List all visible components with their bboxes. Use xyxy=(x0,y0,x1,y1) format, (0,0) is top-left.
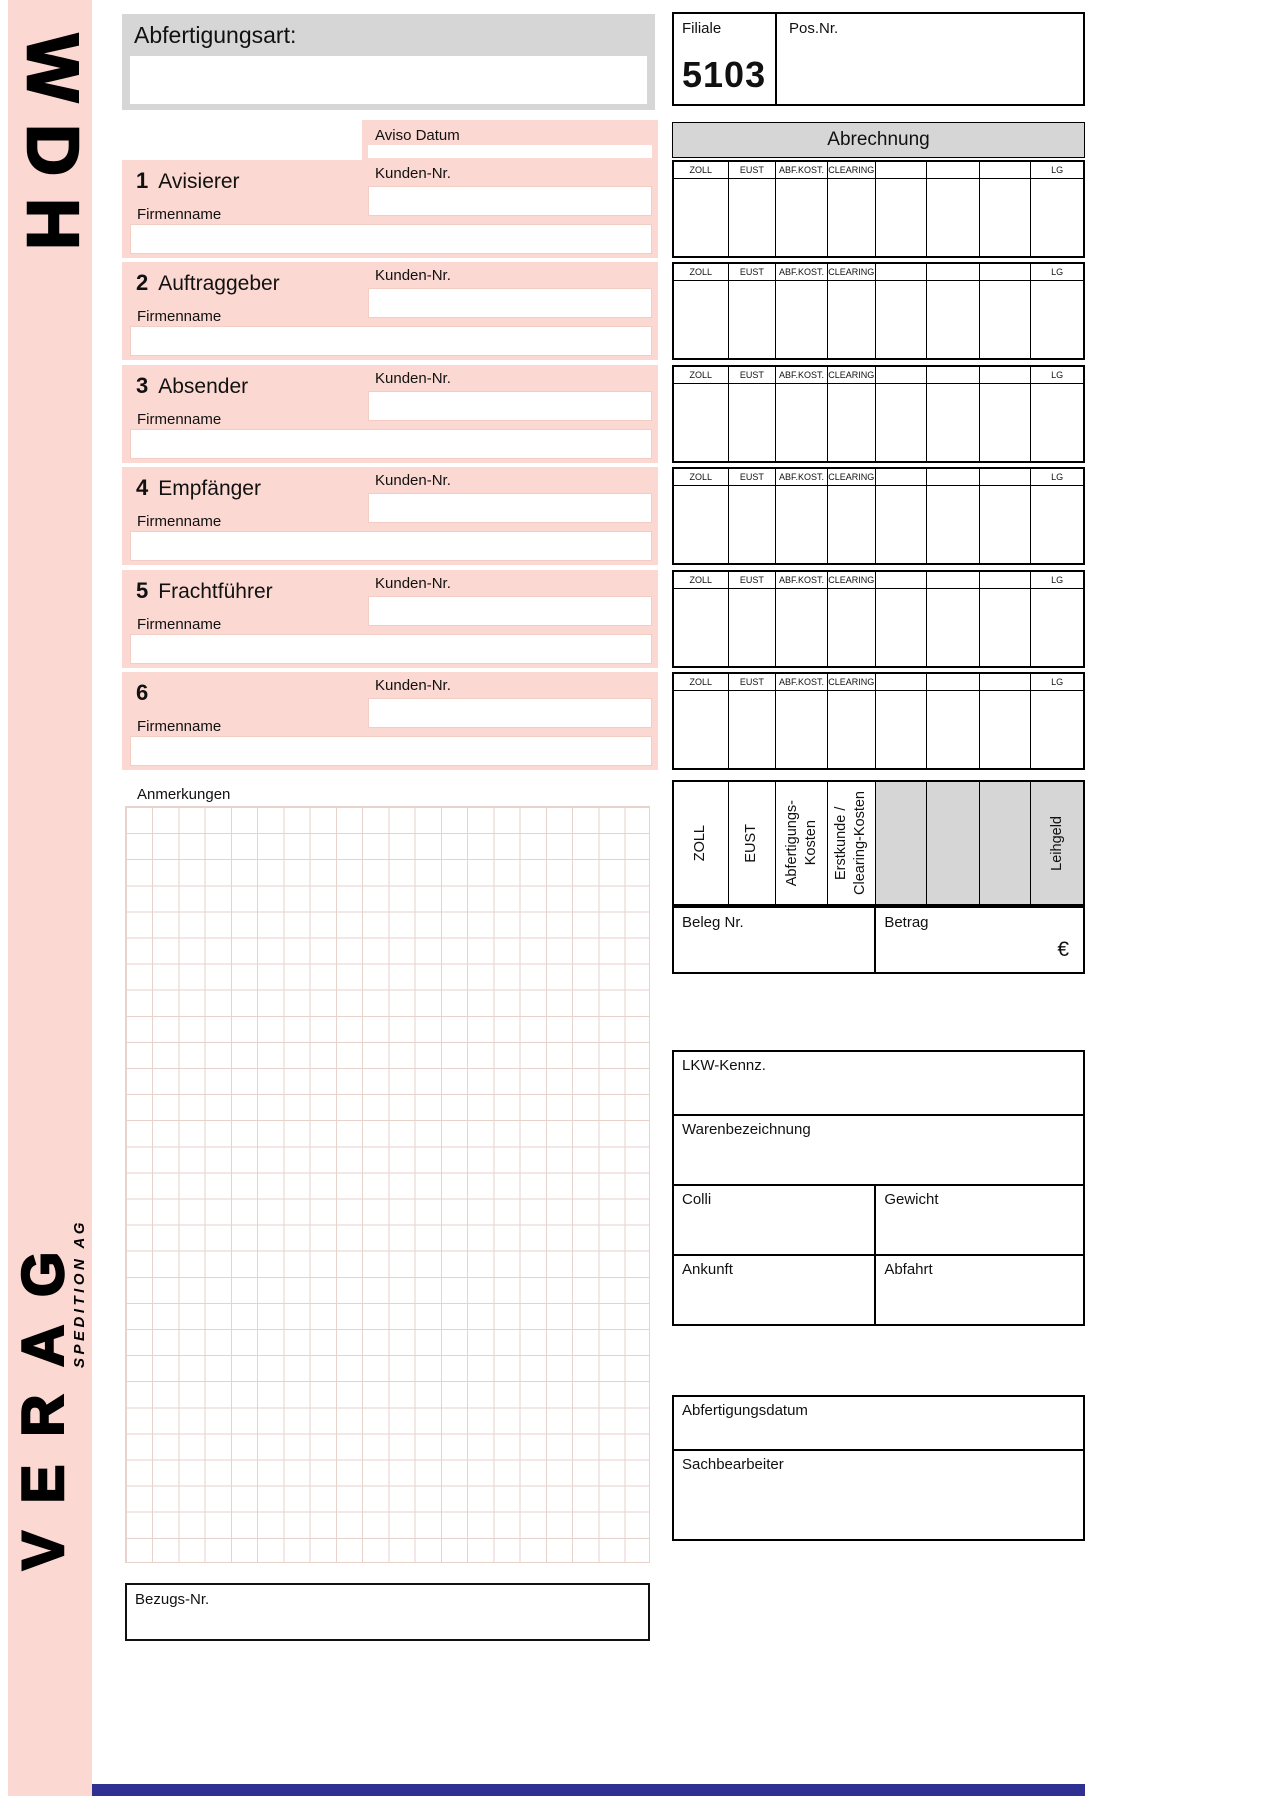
sachbearbeiter-field[interactable] xyxy=(674,1449,1083,1539)
firmenname-label: Firmenname xyxy=(137,513,222,530)
abrechnung-cell-r6-c2[interactable] xyxy=(729,674,777,768)
abrechnung-col-label: ABF.KOST. xyxy=(776,367,827,384)
spedition-ag-label: SPEDITION AG xyxy=(71,1219,88,1368)
colli-label: Colli xyxy=(682,1191,712,1208)
filiale-cell xyxy=(674,14,777,104)
abrechnung-row-5 xyxy=(672,570,1085,668)
avisierer-firmenname-field[interactable] xyxy=(130,224,652,254)
abrechnung-col-label xyxy=(927,264,979,281)
party-title: 1 Avisierer xyxy=(136,168,240,193)
abrechnung-col-label xyxy=(980,469,1031,486)
kunden-nr-label: Kunden-Nr. xyxy=(375,472,451,489)
bezugs-nr-field[interactable] xyxy=(125,1583,650,1641)
abrechnung-footer xyxy=(672,780,1085,906)
abrechnung-col-label: LG xyxy=(1031,572,1083,589)
anmerkungen-grid[interactable] xyxy=(125,806,650,1563)
abrechnung-footer-label: Abfertigungs- Kosten xyxy=(783,799,819,887)
beleg-betrag-row xyxy=(672,906,1085,974)
warenbezeichnung-field[interactable] xyxy=(674,1114,1083,1184)
abfertigungsart-box xyxy=(122,14,655,110)
abrechnung-col-label xyxy=(876,674,927,691)
abrechnung-cell-r3-c4[interactable] xyxy=(828,367,876,461)
abrechnung-cell-r2-c3[interactable] xyxy=(776,264,828,358)
abrechnung-col-label: EUST xyxy=(729,264,776,281)
shipment-box xyxy=(672,1050,1085,1326)
abrechnung-col-label: EUST xyxy=(729,367,776,384)
anmerkungen-label: Anmerkungen xyxy=(137,786,231,803)
abrechnung-cell-r6-c8[interactable] xyxy=(1031,674,1083,768)
party-title: 4 Empfänger xyxy=(136,475,261,500)
abrechnung-cell-r4-c8[interactable] xyxy=(1031,469,1083,563)
abrechnung-col-label xyxy=(980,162,1031,179)
abrechnung-cell-r6-c6[interactable] xyxy=(927,674,980,768)
abrechnung-col-label xyxy=(927,674,979,691)
abrechnung-col-label xyxy=(980,674,1031,691)
posnr-field[interactable] xyxy=(777,14,1083,104)
abrechnung-row-4 xyxy=(672,467,1085,565)
verag-logo: VERAG xyxy=(11,1223,76,1570)
abrechnung-cell-r2-c5[interactable] xyxy=(876,264,928,358)
abrechnung-cell-r1-c6[interactable] xyxy=(927,162,980,256)
abrechnung-col-label: CLEARING xyxy=(828,572,875,589)
beleg-nr-field[interactable] xyxy=(674,908,876,972)
abrechnung-row-3 xyxy=(672,365,1085,463)
betrag-field[interactable] xyxy=(876,908,1083,972)
abrechnung-cell-r5-c6[interactable] xyxy=(927,572,980,666)
abrechnung-cell-r5-c3[interactable] xyxy=(776,572,828,666)
firmenname-label: Firmenname xyxy=(137,718,222,735)
abrechnung-header xyxy=(672,122,1085,158)
party-row-frachtfuehrer xyxy=(122,570,658,668)
abrechnung-cell-r6-c5[interactable] xyxy=(876,674,928,768)
abrechnung-col-label: ABF.KOST. xyxy=(776,264,827,281)
abrechnung-col-label: CLEARING xyxy=(828,674,875,691)
abrechnung-col-label: ABF.KOST. xyxy=(776,674,827,691)
abrechnung-footer-cell-2 xyxy=(729,782,777,904)
abrechnung-footer-label: Leihgeld xyxy=(1048,815,1065,871)
abrechnung-col-label xyxy=(876,367,927,384)
abfertigungsdatum-field[interactable] xyxy=(674,1397,1083,1449)
euro-symbol: € xyxy=(1057,938,1069,961)
abrechnung-cell-r4-c6[interactable] xyxy=(927,469,980,563)
abrechnung-row-1 xyxy=(672,160,1085,258)
abrechnung-cell-r4-c5[interactable] xyxy=(876,469,928,563)
ankunft-field[interactable] xyxy=(674,1256,876,1324)
posnr-label: Pos.Nr. xyxy=(789,20,839,37)
abrechnung-col-label: LG xyxy=(1031,264,1083,281)
abrechnung-col-label xyxy=(927,162,979,179)
abrechnung-cell-r3-c7[interactable] xyxy=(980,367,1032,461)
abrechnung-cell-r4-c2[interactable] xyxy=(729,469,777,563)
auftraggeber-firmenname-field[interactable] xyxy=(130,326,652,356)
betrag-label: Betrag xyxy=(884,914,929,931)
firmenname-label: Firmenname xyxy=(137,206,222,223)
kunden-nr-label: Kunden-Nr. xyxy=(375,267,451,284)
abrechnung-footer-label: Erstkunde / Clearing-Kosten xyxy=(833,791,869,895)
empfaenger-kunden-nr-field[interactable] xyxy=(368,493,652,523)
abrechnung-cell-r2-c7[interactable] xyxy=(980,264,1032,358)
abrechnung-cell-r2-c4[interactable] xyxy=(828,264,876,358)
abrechnung-col-label: LG xyxy=(1031,162,1083,179)
filiale-posnr-box xyxy=(672,12,1085,106)
abrechnung-col-label: EUST xyxy=(729,162,776,179)
abrechnung-col-label xyxy=(927,572,979,589)
abrechnung-cell-r6-c1[interactable] xyxy=(674,674,729,768)
abrechnung-cell-r1-c5[interactable] xyxy=(876,162,928,256)
frachtfuehrer-kunden-nr-field[interactable] xyxy=(368,596,652,626)
firmenname-label: Firmenname xyxy=(137,616,222,633)
sachbearbeiter-label: Sachbearbeiter xyxy=(682,1456,784,1473)
abrechnung-title: Abrechnung xyxy=(827,129,930,150)
abrechnung-cell-r5-c2[interactable] xyxy=(729,572,777,666)
wdh-logo: WDH xyxy=(12,34,92,272)
filiale-label: Filiale xyxy=(682,20,722,37)
party-title: 2 Auftraggeber xyxy=(136,270,280,295)
abrechnung-cell-r4-c3[interactable] xyxy=(776,469,828,563)
abrechnung-cell-r3-c3[interactable] xyxy=(776,367,828,461)
colli-gewicht-row xyxy=(674,1184,1083,1254)
abrechnung-col-label: ZOLL xyxy=(674,674,728,691)
filiale-value: 5103 xyxy=(682,54,767,95)
abrechnung-row-2 xyxy=(672,262,1085,360)
party-row-empfaenger xyxy=(122,467,658,565)
party-row-6 xyxy=(122,672,658,770)
abrechnung-col-label xyxy=(980,572,1031,589)
abrechnung-cell-r6-c7[interactable] xyxy=(980,674,1032,768)
abrechnung-col-label: LG xyxy=(1031,469,1083,486)
frachtfuehrer-firmenname-field[interactable] xyxy=(130,634,652,664)
abrechnung-cell-r2-c1[interactable] xyxy=(674,264,729,358)
abrechnung-footer-label: EUST xyxy=(743,823,760,863)
avisierer-kunden-nr-field[interactable] xyxy=(368,186,652,216)
ankunft-label: Ankunft xyxy=(682,1261,733,1278)
abfertigungsart-label: Abfertigungsart: xyxy=(134,22,297,48)
abrechnung-col-label: ZOLL xyxy=(674,162,728,179)
abrechnung-cell-r2-c6[interactable] xyxy=(927,264,980,358)
gewicht-label: Gewicht xyxy=(884,1191,939,1208)
abrechnung-cell-r3-c6[interactable] xyxy=(927,367,980,461)
abfahrt-label: Abfahrt xyxy=(884,1261,933,1278)
abrechnung-cell-r3-c1[interactable] xyxy=(674,367,729,461)
abrechnung-cell-r5-c4[interactable] xyxy=(828,572,876,666)
abrechnung-cell-r2-c8[interactable] xyxy=(1031,264,1083,358)
party-row-absender xyxy=(122,365,658,463)
abrechnung-col-label: CLEARING xyxy=(828,469,875,486)
abrechnung-cell-r1-c7[interactable] xyxy=(980,162,1032,256)
aviso-datum-band xyxy=(362,120,658,160)
party-title: 6 xyxy=(136,680,149,705)
abrechnung-cell-r2-c2[interactable] xyxy=(729,264,777,358)
abrechnung-cell-r1-c2[interactable] xyxy=(729,162,777,256)
abfahrt-field[interactable] xyxy=(876,1256,1083,1324)
abrechnung-col-label xyxy=(876,264,927,281)
abrechnung-cell-r1-c8[interactable] xyxy=(1031,162,1083,256)
abrechnung-col-label xyxy=(927,469,979,486)
abrechnung-footer-cell-5 xyxy=(876,782,928,904)
abrechnung-cell-r4-c1[interactable] xyxy=(674,469,729,563)
firmenname-label: Firmenname xyxy=(137,411,222,428)
abrechnung-cell-r1-c3[interactable] xyxy=(776,162,828,256)
abrechnung-col-label: ABF.KOST. xyxy=(776,162,827,179)
abrechnung-col-label: ZOLL xyxy=(674,469,728,486)
abrechnung-col-label: LG xyxy=(1031,367,1083,384)
abrechnung-cell-r5-c5[interactable] xyxy=(876,572,928,666)
abrechnung-col-label: CLEARING xyxy=(828,264,875,281)
abrechnung-cell-r6-c3[interactable] xyxy=(776,674,828,768)
ankunft-abfahrt-row xyxy=(674,1254,1083,1324)
lkw-kennz-label: LKW-Kennz. xyxy=(682,1057,766,1074)
kunden-nr-label: Kunden-Nr. xyxy=(375,575,451,592)
abrechnung-col-label: ZOLL xyxy=(674,572,728,589)
abrechnung-col-label: EUST xyxy=(729,674,776,691)
abrechnung-col-label xyxy=(876,572,927,589)
abrechnung-col-label: ZOLL xyxy=(674,367,728,384)
abrechnung-col-label: EUST xyxy=(729,572,776,589)
abrechnung-col-label: LG xyxy=(1031,674,1083,691)
abrechnung-col-label: CLEARING xyxy=(828,367,875,384)
abrechnung-cell-r4-c4[interactable] xyxy=(828,469,876,563)
processing-box xyxy=(672,1395,1085,1541)
abrechnung-col-label: ZOLL xyxy=(674,264,728,281)
kunden-nr-label: Kunden-Nr. xyxy=(375,370,451,387)
party-title: 5 Frachtführer xyxy=(136,578,273,603)
abrechnung-footer-cell-7 xyxy=(980,782,1032,904)
abrechnung-cell-r1-c1[interactable] xyxy=(674,162,729,256)
abrechnung-footer-cell-1 xyxy=(674,782,729,904)
firmenname-label: Firmenname xyxy=(137,308,222,325)
abrechnung-col-label xyxy=(876,469,927,486)
abrechnung-col-label xyxy=(980,264,1031,281)
sidebar xyxy=(8,0,92,1796)
abrechnung-cell-r5-c1[interactable] xyxy=(674,572,729,666)
abrechnung-footer-cell-6 xyxy=(927,782,980,904)
absender-firmenname-field[interactable] xyxy=(130,429,652,459)
abrechnung-cell-r5-c8[interactable] xyxy=(1031,572,1083,666)
abrechnung-footer-cell-8 xyxy=(1031,782,1083,904)
aviso-datum-label: Aviso Datum xyxy=(375,127,460,144)
abrechnung-col-label: ABF.KOST. xyxy=(776,572,827,589)
abrechnung-footer-cell-3 xyxy=(776,782,828,904)
colli-field[interactable] xyxy=(674,1186,876,1254)
party6-kunden-nr-field[interactable] xyxy=(368,698,652,728)
lkw-kennz-field[interactable] xyxy=(674,1052,1083,1114)
abrechnung-col-label xyxy=(876,162,927,179)
abrechnung-cell-r3-c8[interactable] xyxy=(1031,367,1083,461)
abrechnung-cell-r3-c2[interactable] xyxy=(729,367,777,461)
abrechnung-cell-r1-c4[interactable] xyxy=(828,162,876,256)
aviso-datum-field[interactable] xyxy=(368,145,652,158)
abrechnung-col-label xyxy=(927,367,979,384)
bottom-blue-bar xyxy=(92,1784,1085,1796)
abrechnung-row-6 xyxy=(672,672,1085,770)
empfaenger-firmenname-field[interactable] xyxy=(130,531,652,561)
abrechnung-footer-cell-4 xyxy=(828,782,876,904)
auftraggeber-kunden-nr-field[interactable] xyxy=(368,288,652,318)
kunden-nr-label: Kunden-Nr. xyxy=(375,165,451,182)
abrechnung-col-label: ABF.KOST. xyxy=(776,469,827,486)
warenbezeichnung-label: Warenbezeichnung xyxy=(682,1121,811,1138)
party6-firmenname-field[interactable] xyxy=(130,736,652,766)
abrechnung-cell-r6-c4[interactable] xyxy=(828,674,876,768)
abfertigungsart-field[interactable] xyxy=(130,56,647,104)
party-title: 3 Absender xyxy=(136,373,249,398)
abrechnung-cell-r4-c7[interactable] xyxy=(980,469,1032,563)
abrechnung-col-label xyxy=(980,367,1031,384)
gewicht-field[interactable] xyxy=(876,1186,1083,1254)
abrechnung-col-label: CLEARING xyxy=(828,162,875,179)
party-row-avisierer xyxy=(122,160,658,258)
party-row-auftraggeber xyxy=(122,262,658,360)
abfertigungsdatum-label: Abfertigungsdatum xyxy=(682,1402,808,1419)
absender-kunden-nr-field[interactable] xyxy=(368,391,652,421)
bezugs-nr-label: Bezugs-Nr. xyxy=(135,1591,210,1608)
abrechnung-cell-r5-c7[interactable] xyxy=(980,572,1032,666)
kunden-nr-label: Kunden-Nr. xyxy=(375,677,451,694)
abrechnung-footer-label: ZOLL xyxy=(692,824,709,862)
beleg-nr-label: Beleg Nr. xyxy=(682,914,744,931)
abrechnung-col-label: EUST xyxy=(729,469,776,486)
abrechnung-cell-r3-c5[interactable] xyxy=(876,367,928,461)
